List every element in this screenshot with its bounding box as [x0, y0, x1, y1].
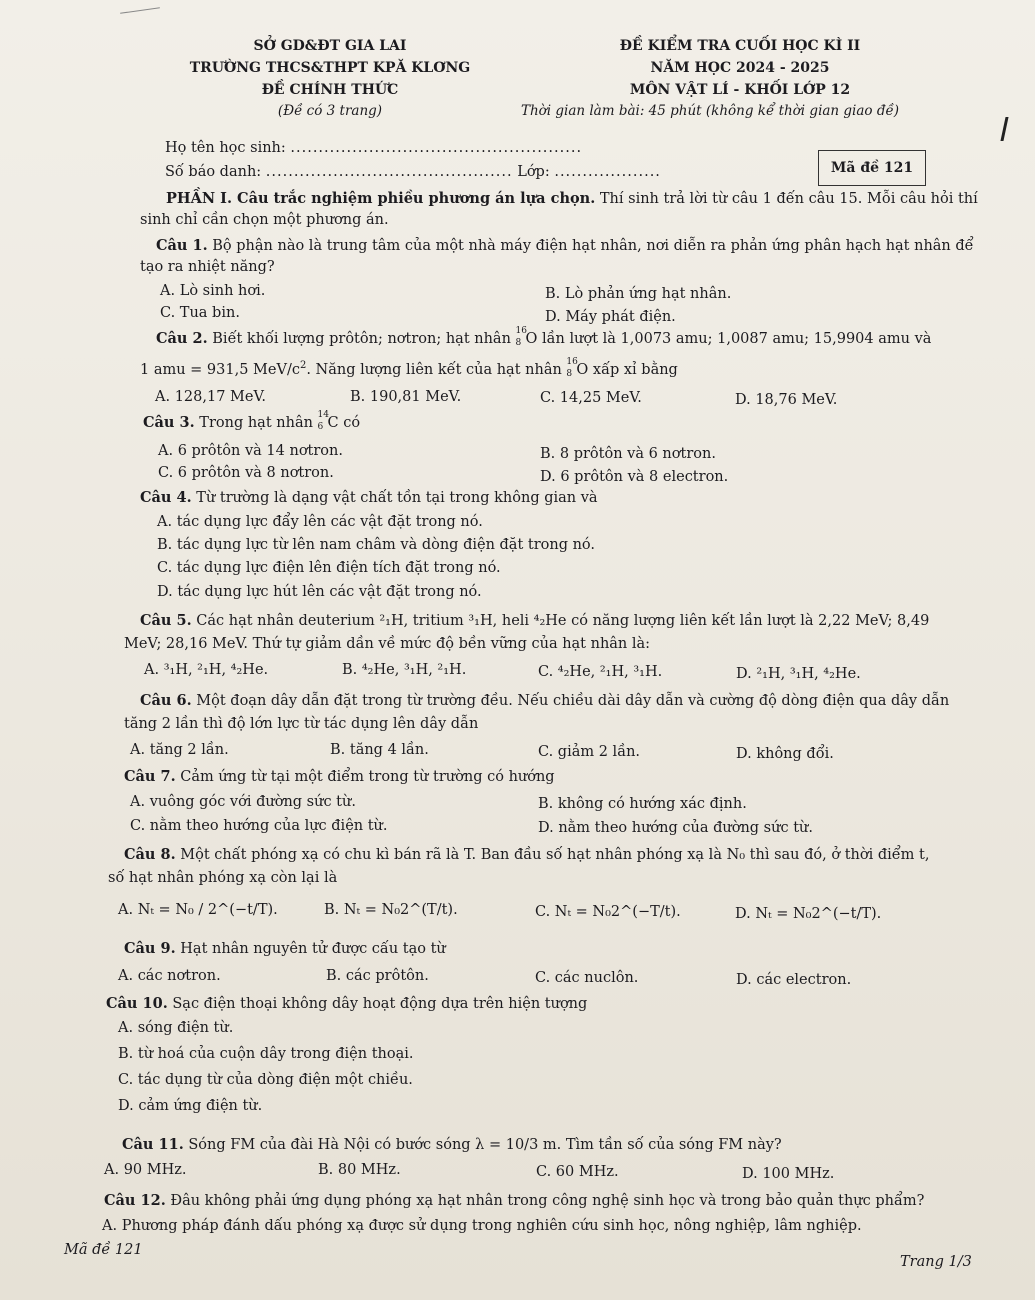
- q3-stem: [143, 410, 361, 432]
- q1-option-a[interactable]: A. Lò sinh hơi.: [160, 283, 266, 299]
- q8-text1: Một chất phóng xạ có chu kì bán rã là T. Ban đầu số hạt nhân phóng xạ là N₀ thì sau đó, ở thời điểm t,: [175, 847, 930, 863]
- q1-option-d[interactable]: D. Máy phát điện.: [545, 309, 676, 325]
- q5-option-a[interactable]: A. ³₁H, ²₁H, ⁴₂He.: [144, 662, 269, 678]
- q2-text2a: 1 amu = 931,5 MeV/c: [140, 361, 300, 378]
- q10-option-b[interactable]: B. từ hoá của cuộn dây trong điện thoại.: [118, 1046, 414, 1062]
- q9-option-c[interactable]: C. các nuclôn.: [535, 970, 639, 986]
- q7-text: Cảm ứng từ tại một điểm trong từ trường có hướng: [175, 769, 555, 785]
- q2-text2c: O xấp xỉ bằng: [576, 361, 678, 378]
- o16-atomic: 8: [515, 338, 522, 348]
- q7-option-b[interactable]: B. không có hướng xác định.: [538, 796, 747, 812]
- q4-label: Câu 4.: [140, 489, 192, 506]
- id-label: Số báo danh:: [165, 164, 262, 180]
- q11-text: Sóng FM của đài Hà Nội có bước sóng λ = 10/3 m. Tìm tần số của sóng FM này?: [183, 1137, 782, 1153]
- exam-code-box: Mã đề 121: [818, 150, 926, 186]
- q10-option-c[interactable]: C. tác dụng từ của dòng điện một chiều.: [118, 1072, 413, 1088]
- q1-text2: tạo ra nhiệt năng?: [140, 259, 275, 275]
- part1-desc1: Thí sinh trả lời từ câu 1 đến câu 15. Mỗi câu hỏi thí: [595, 191, 978, 207]
- class-label: Lớp:: [517, 164, 550, 180]
- footer-exam-code: Mã đề 121: [64, 1242, 143, 1258]
- q1-label: Câu 1.: [156, 237, 208, 254]
- q2-option-a[interactable]: A. 128,17 MeV.: [155, 389, 267, 405]
- q2-text2: [140, 356, 678, 379]
- q3-label: Câu 3.: [143, 414, 195, 431]
- decorative-line: [120, 7, 160, 14]
- q5-option-c[interactable]: C. ⁴₂He, ²₁H, ³₁H.: [538, 664, 663, 680]
- q7-option-d[interactable]: D. nằm theo hướng của đường sức từ.: [538, 820, 813, 836]
- o16-mass: 16: [515, 326, 527, 336]
- id-blank[interactable]: ............................................: [265, 164, 513, 180]
- q12-text: Đâu không phải ứng dụng phóng xạ hạt nhân trong công nghệ sinh học và trong bảo quản thực phẩm?: [165, 1193, 925, 1209]
- q3-option-d[interactable]: D. 6 prôtôn và 8 electron.: [540, 469, 729, 485]
- q3-text: Trong hạt nhân: [194, 415, 318, 431]
- q1-text1: Bộ phận nào là trung tâm của một nhà máy điện hạt nhân, nơi diễn ra phản ứng phân hạch hạt nhân để: [207, 238, 974, 254]
- q11-option-d[interactable]: D. 100 MHz.: [742, 1166, 835, 1182]
- q9-text: Hạt nhân nguyên tử được cấu tạo từ: [175, 941, 446, 957]
- q5-option-b[interactable]: B. ⁴₂He, ³₁H, ²₁H.: [342, 662, 467, 678]
- q4-stem: [140, 489, 598, 506]
- q10-label: Câu 10.: [106, 995, 168, 1012]
- q8-stem: [124, 846, 929, 863]
- q5-text1: Các hạt nhân deuterium ²₁H, tritium ³₁H, heli ⁴₂He có năng lượng liên kết lần lượt là 2,22 MeV; 8,49: [191, 613, 930, 629]
- time-limit: Thời gian làm bài: 45 phút (không kể thời gian giao đề): [520, 103, 900, 119]
- q11-option-b[interactable]: B. 80 MHz.: [318, 1162, 401, 1178]
- q3-option-a[interactable]: A. 6 prôtôn và 14 nơtron.: [158, 443, 343, 459]
- q2-option-b[interactable]: B. 190,81 MeV.: [350, 389, 462, 405]
- student-id-row: [165, 164, 661, 180]
- q9-option-d[interactable]: D. các electron.: [736, 972, 852, 988]
- q10-option-a[interactable]: A. sóng điện từ.: [118, 1020, 234, 1036]
- q10-text: Sạc điện thoại không dây hoạt động dựa trên hiện tượng: [167, 996, 588, 1012]
- class-blank[interactable]: ...................: [554, 164, 661, 180]
- q12-stem: [104, 1192, 924, 1209]
- q2-text2b: . Năng lượng liên kết của hạt nhân: [306, 361, 567, 378]
- q6-option-c[interactable]: C. giảm 2 lần.: [538, 744, 641, 760]
- q1-stem: [156, 237, 974, 254]
- q6-option-d[interactable]: D. không đổi.: [736, 746, 834, 762]
- q3-option-c[interactable]: C. 6 prôtôn và 8 nơtron.: [158, 465, 334, 481]
- school-year: NĂM HỌC 2024 - 2025: [650, 60, 830, 76]
- squared: 2: [299, 360, 307, 371]
- c14-atomic: 6: [317, 422, 324, 432]
- q4-option-b[interactable]: B. tác dụng lực từ lên nam châm và dòng điện đặt trong nó.: [157, 537, 596, 553]
- pen-mark: [1000, 117, 1020, 141]
- q4-option-a[interactable]: A. tác dụng lực đẩy lên các vật đặt trong nó.: [157, 514, 483, 530]
- part1-desc2: sinh chỉ cần chọn một phương án.: [140, 212, 389, 228]
- q5-label: Câu 5.: [140, 612, 192, 629]
- q2-option-c[interactable]: C. 14,25 MeV.: [540, 390, 642, 406]
- q2-text1a: Biết khối lượng prôtôn; nơtron; hạt nhân: [207, 331, 516, 347]
- q1-option-c[interactable]: C. Tua bin.: [160, 305, 240, 321]
- c14-isotope: [317, 410, 329, 432]
- q1-option-b[interactable]: B. Lò phản ứng hạt nhân.: [545, 286, 732, 302]
- q6-text1: Một đoạn dây dẫn đặt trong từ trường đều. Nếu chiều dài dây dẫn và cường độ dòng điện qua dây dẫn: [191, 693, 950, 709]
- q2-label: Câu 2.: [156, 330, 208, 347]
- q8-option-b[interactable]: B. Nₜ = N₀2^(T/t).: [324, 902, 458, 918]
- q8-option-a[interactable]: A. Nₜ = N₀ / 2^(−t/T).: [118, 902, 278, 918]
- q2-text1b: O lần lượt là 1,0073 amu; 1,0087 amu; 15,9904 amu và: [525, 331, 932, 347]
- q6-stem: [140, 692, 949, 709]
- q7-stem: [124, 768, 555, 785]
- q8-label: Câu 8.: [124, 846, 176, 863]
- q6-option-b[interactable]: B. tăng 4 lần.: [330, 742, 429, 758]
- q11-label: Câu 11.: [122, 1136, 184, 1153]
- q10-stem: [106, 995, 587, 1012]
- q3-option-b[interactable]: B. 8 prôtôn và 6 nơtron.: [540, 446, 716, 462]
- q11-option-a[interactable]: A. 90 MHz.: [104, 1162, 187, 1178]
- q8-text2: số hạt nhân phóng xạ còn lại là: [108, 870, 338, 886]
- subject: MÔN VẬT LÍ - KHỐI LỚP 12: [629, 82, 851, 98]
- o16-isotope: [515, 326, 527, 348]
- q6-label: Câu 6.: [140, 692, 192, 709]
- school-name: TRƯỜNG THCS&THPT KPĂ KLƠNG: [189, 60, 471, 76]
- q9-label: Câu 9.: [124, 940, 176, 957]
- q5-stem: [140, 612, 929, 629]
- q12-option-a[interactable]: A. Phương pháp đánh dấu phóng xạ được sử dụng trong nghiên cứu sinh học, nông nghiệp, lâm nghiệp.: [102, 1218, 862, 1234]
- c14-mass: 14: [317, 410, 329, 420]
- q7-option-a[interactable]: A. vuông góc với đường sức từ.: [130, 794, 356, 810]
- q6-option-a[interactable]: A. tăng 2 lần.: [130, 742, 229, 758]
- q5-option-d[interactable]: D. ²₁H, ³₁H, ⁴₂He.: [736, 666, 861, 682]
- q2-option-d[interactable]: D. 18,76 MeV.: [735, 392, 838, 408]
- student-name-row: [165, 140, 582, 156]
- o16-mass-2: 16: [566, 356, 578, 367]
- q7-option-c[interactable]: C. nằm theo hướng của lực điện từ.: [130, 818, 388, 834]
- part1-title: PHẦN I. Câu trắc nghiệm phiều phương án lựa chọn.: [166, 190, 596, 207]
- part1-heading: [166, 190, 978, 207]
- page-count: (Đề có 3 trang): [277, 103, 383, 119]
- official-label: ĐỀ CHÍNH THỨC: [261, 82, 399, 98]
- exam-title: ĐỀ KIỂM TRA CUỐI HỌC KÌ II: [619, 38, 861, 54]
- footer-page: Trang 1/3: [900, 1254, 972, 1270]
- q10-option-d[interactable]: D. cảm ứng điện từ.: [118, 1098, 263, 1114]
- q7-label: Câu 7.: [124, 768, 176, 785]
- q4-option-d[interactable]: D. tác dụng lực hút lên các vật đặt trong nó.: [157, 584, 482, 600]
- q3-text2: C có: [327, 415, 361, 431]
- q5-text2: MeV; 28,16 MeV. Thứ tự giảm dần về mức độ bền vững của hạt nhân là:: [124, 636, 651, 652]
- q11-option-c[interactable]: C. 60 MHz.: [536, 1164, 619, 1180]
- q6-text2: tăng 2 lần thì độ lớn lực từ tác dụng lên dây dẫn: [124, 716, 479, 732]
- q12-label: Câu 12.: [104, 1192, 166, 1209]
- q11-stem: [122, 1136, 782, 1153]
- o16-atomic-2: 8: [566, 368, 573, 379]
- q4-text: Từ trường là dạng vật chất tồn tại trong không gian và: [191, 490, 598, 506]
- o16-isotope-2: [566, 356, 578, 379]
- q2-stem: [156, 326, 932, 348]
- q9-option-b[interactable]: B. các prôtôn.: [326, 968, 429, 984]
- name-blank[interactable]: ....................................................: [290, 140, 583, 156]
- name-label: Họ tên học sinh:: [165, 140, 286, 156]
- q8-option-c[interactable]: C. Nₜ = N₀2^(−T/t).: [535, 904, 681, 920]
- q9-option-a[interactable]: A. các nơtron.: [118, 968, 221, 984]
- q8-option-d[interactable]: D. Nₜ = N₀2^(−t/T).: [735, 906, 882, 922]
- dept-name: SỞ GD&ĐT GIA LAI: [253, 38, 407, 54]
- q4-option-c[interactable]: C. tác dụng lực điện lên điện tích đặt trong nó.: [157, 560, 501, 576]
- q9-stem: [124, 940, 446, 957]
